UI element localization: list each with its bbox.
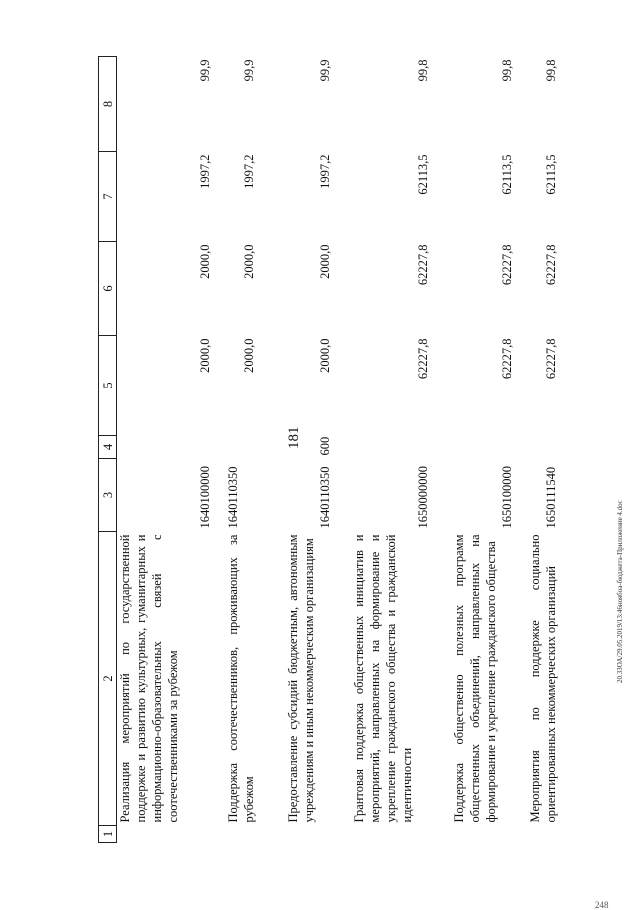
row-value: 62227,8 (415, 338, 430, 380)
row-value: 99,8 (415, 59, 430, 82)
corner-page-number: 248 (595, 900, 609, 910)
row-value: 62113,5 (543, 154, 558, 195)
page-number: 181 (286, 426, 302, 449)
row-code: 1640110350 (317, 466, 332, 529)
row-value: 62227,8 (415, 244, 430, 286)
header-cell: 5 (99, 336, 117, 436)
header-cell: 8 (99, 57, 117, 152)
row-value: 62227,8 (499, 244, 514, 286)
table-row (341, 57, 441, 843)
header-cell: 4 (99, 436, 117, 459)
row-value: 99,9 (317, 59, 332, 82)
row-code: 1640110350 (225, 466, 240, 529)
row-value: 2000,0 (197, 244, 212, 279)
row-value: 99,9 (241, 59, 256, 82)
row-name: Поддержка общественно полезных программ общественных объединений, направленных на формирование и укрепление гражданского общества (451, 534, 498, 823)
header-cell: 2 (99, 532, 117, 826)
header-cell: 1 (99, 826, 117, 843)
row-value: 99,9 (197, 59, 212, 82)
row-value: 62113,5 (415, 154, 430, 195)
row-value: 2000,0 (317, 244, 332, 279)
row-value: 62227,8 (543, 244, 558, 286)
row-code: 1650111540 (543, 466, 558, 529)
header-cell: 7 (99, 152, 117, 242)
row-name: Реализация мероприятий по государственной поддержке и развитию культурных, гуманитарных и информационно-образовательных связей с соотечественниками за рубежом (118, 534, 180, 823)
row-value: 99,8 (499, 59, 514, 82)
row-vr (441, 436, 521, 459)
row-value: 62227,8 (543, 338, 558, 380)
row-value: 2000,0 (197, 338, 212, 373)
row-value: 1997,2 (317, 154, 332, 189)
table-row (117, 57, 213, 843)
row-name: Поддержка соотечественников, проживающих за рубежом (225, 534, 256, 823)
header-cell: 6 (99, 242, 117, 336)
row-vr (521, 436, 583, 459)
table-row (441, 57, 521, 843)
row-vr (213, 436, 275, 459)
budget-table (98, 56, 583, 843)
row-value: 2000,0 (241, 338, 256, 373)
row-name: Предоставление субсидий бюджетным, автономным учреждениям и иным некоммерческим организациям (285, 534, 316, 823)
row-vr: 600 (317, 436, 332, 456)
rotated-table-sheet (98, 57, 583, 843)
header-cell: 3 (99, 459, 117, 532)
row-value: 2000,0 (241, 244, 256, 279)
row-code: 1640100000 (197, 466, 212, 529)
row-value: 1997,2 (241, 154, 256, 189)
row-value: 62113,5 (499, 154, 514, 195)
table-header-row (99, 57, 117, 843)
row-value: 1997,2 (197, 154, 212, 189)
row-name: Грантовая поддержка общественных инициатив и мероприятий, направленных на формирование и укрепление гражданского общества и гражданской идентичности (351, 534, 414, 823)
row-name: Мероприятия по поддержке социально ориентированных некоммерческих организаций (527, 534, 558, 823)
row-value: 99,8 (543, 59, 558, 82)
footer-filename: 20.3ЗОА/29.05.2019/13:46ноябоа-бюджета-Приложение 4.doc (616, 500, 624, 683)
table-row (275, 57, 341, 843)
row-code: 1650000000 (415, 466, 430, 529)
table-row (521, 57, 583, 843)
row-value: 2000,0 (317, 338, 332, 373)
row-value: 62227,8 (499, 338, 514, 380)
row-code: 1650100000 (499, 466, 514, 529)
table-row (213, 57, 275, 843)
row-vr (341, 436, 441, 459)
row-vr (117, 436, 213, 459)
